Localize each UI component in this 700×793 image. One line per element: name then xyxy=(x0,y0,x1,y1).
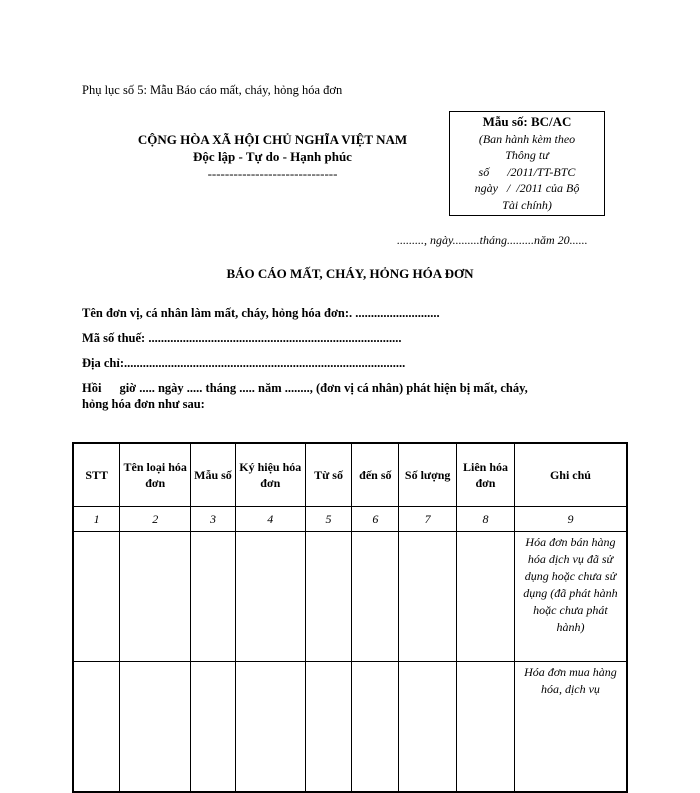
tax-code-field: Mã số thuế: ................................................................................. xyxy=(82,331,402,345)
table-cell xyxy=(235,532,305,662)
column-number: 3 xyxy=(191,507,236,532)
form-code: Mẫu số: BC/AC xyxy=(482,114,572,129)
nation-line: CỘNG HÒA XÃ HỘI CHỦ NGHĨA VIỆT NAM xyxy=(137,132,408,147)
column-number: 4 xyxy=(235,507,305,532)
table-cell xyxy=(73,662,120,793)
header-cell: Số lượng xyxy=(399,443,457,507)
header-cell: STT xyxy=(73,443,120,507)
table-row xyxy=(73,662,627,793)
report-title-text: BÁO CÁO MẤT, CHÁY, HỎNG HÓA ĐƠN xyxy=(226,266,474,281)
header-cell: Ký hiệu hóa đơn xyxy=(235,443,305,507)
motto-line: Độc lập - Tự do - Hạnh phúc xyxy=(193,149,352,164)
form-note-3: số /2011/TT-BTC xyxy=(478,164,576,179)
table-cell xyxy=(399,532,457,662)
header-cell: Ghi chú xyxy=(514,443,627,507)
form-note-2: Thông tư xyxy=(505,148,549,162)
form-code-box xyxy=(449,111,605,216)
header-cell: Từ số xyxy=(305,443,352,507)
column-number: 5 xyxy=(305,507,352,532)
report-title xyxy=(0,266,700,282)
row-note: Hóa đơn bán hàng hóa dịch vụ đã sử dụng hoặc chưa sử dụng (đã phát hành hoặc chưa phát hành) xyxy=(514,532,627,662)
column-number: 6 xyxy=(352,507,399,532)
table-row xyxy=(73,532,627,662)
table-cell xyxy=(305,662,352,793)
table-cell xyxy=(191,532,236,662)
column-number: 8 xyxy=(457,507,515,532)
form-note-1: (Ban hành kèm theo xyxy=(478,131,576,146)
invoice-table xyxy=(72,442,628,793)
table-cell xyxy=(457,532,515,662)
header-divider: ------------------------------ xyxy=(207,166,338,181)
table-cell xyxy=(305,532,352,662)
column-number: 2 xyxy=(120,507,191,532)
discovery-tail: hỏng hóa đơn như sau: xyxy=(82,397,205,411)
appendix-label: Phụ lục số 5: Mẫu Báo cáo mất, cháy, hỏng hóa đơn xyxy=(82,83,343,97)
header-cell: Tên loại hóa đơn xyxy=(120,443,191,507)
table-header-row xyxy=(73,443,627,507)
national-header xyxy=(120,131,425,182)
table-cell xyxy=(120,532,191,662)
table-cell xyxy=(191,662,236,793)
discovery-hour: Hồi xyxy=(82,381,102,395)
header-cell: Liên hóa đơn xyxy=(457,443,515,507)
discovery-statement xyxy=(82,380,622,412)
header-cell: đến số xyxy=(352,443,399,507)
column-number-row xyxy=(73,507,627,532)
org-field: Tên đơn vị, cá nhân làm mất, cháy, hỏng hóa đơn:. ........................... xyxy=(82,306,440,320)
table-cell xyxy=(235,662,305,793)
form-note-5: Tài chính) xyxy=(502,197,552,212)
table-cell xyxy=(352,532,399,662)
address-field: Địa chỉ:.......................................................................................... xyxy=(82,356,406,370)
row-note: Hóa đơn mua hàng hóa, dịch vụ xyxy=(514,662,627,793)
column-number: 7 xyxy=(399,507,457,532)
header-cell: Mẫu số xyxy=(191,443,236,507)
table-cell xyxy=(457,662,515,793)
report-fields xyxy=(82,305,622,412)
table-cell xyxy=(73,532,120,662)
form-note-4: ngày / /2011 của Bộ xyxy=(474,181,580,195)
date-line: ........., ngày.........tháng.........năm 20...... xyxy=(397,233,588,247)
column-number: 9 xyxy=(514,507,627,532)
discovery-date: giờ ..... ngày ..... tháng ..... năm ........, (đơn vị cá nhân) phát hiện bị mất, cháy, xyxy=(119,381,528,395)
table-cell xyxy=(352,662,399,793)
table-cell xyxy=(120,662,191,793)
column-number: 1 xyxy=(73,507,120,532)
table-cell xyxy=(399,662,457,793)
